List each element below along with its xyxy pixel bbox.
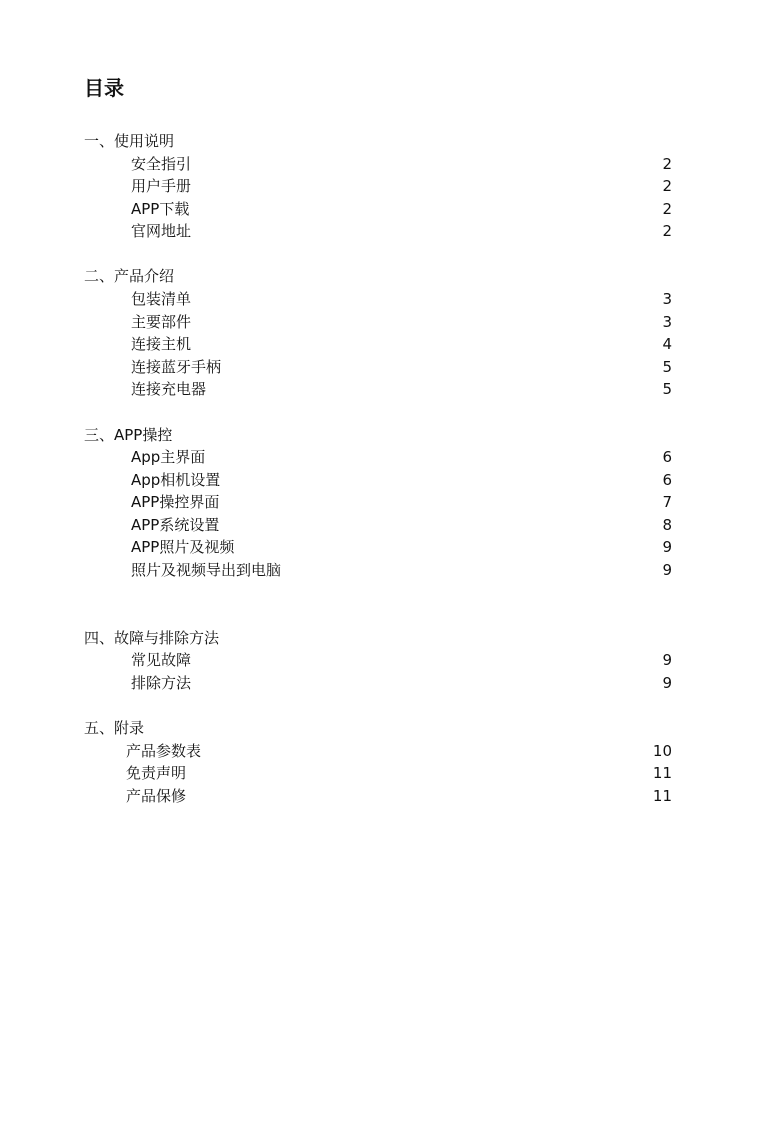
toc-entry-label: 官网地址	[131, 222, 192, 240]
toc-entry-label: 连接蓝牙手柄	[131, 358, 222, 376]
toc-entry-label: App相机设置	[131, 471, 221, 489]
toc-entry[interactable]	[0, 153, 772, 175]
toc-entry-label: APP下载	[131, 200, 190, 218]
toc-entry-page: 4	[662, 335, 672, 353]
toc-entry-page: 9	[662, 651, 672, 669]
toc-entry[interactable]	[0, 785, 772, 807]
toc-entry-page: 3	[662, 290, 672, 308]
toc-entry-page: 5	[662, 380, 672, 398]
toc-entry[interactable]	[0, 469, 772, 491]
toc-entry[interactable]	[0, 536, 772, 558]
toc-entry-label: 排除方法	[131, 674, 192, 692]
toc-entry-page: 3	[662, 313, 672, 331]
toc-entry-label: App主界面	[131, 448, 206, 466]
toc-entry-label: 产品保修	[126, 787, 187, 805]
section-heading-appendix: 五、附录	[84, 719, 145, 737]
toc-entry-page: 6	[662, 448, 672, 466]
section-heading-usage: 一、使用说明	[84, 132, 175, 150]
toc-entry[interactable]	[0, 514, 772, 536]
toc-entry[interactable]	[0, 378, 772, 400]
toc-entry-label: 包装清单	[131, 290, 192, 308]
toc-entry-label: 照片及视频导出到电脑	[131, 561, 282, 579]
toc-entry-label: APP照片及视频	[131, 538, 235, 556]
toc-entry-label: 用户手册	[131, 177, 192, 195]
toc-entry-page: 9	[662, 538, 672, 556]
section-heading-troubleshooting: 四、故障与排除方法	[84, 629, 220, 647]
toc-title: 目录	[84, 76, 124, 100]
toc-entry-page: 11	[652, 764, 672, 782]
toc-entry-page: 5	[662, 358, 672, 376]
toc-entry[interactable]	[0, 672, 772, 694]
toc-entry[interactable]	[0, 740, 772, 762]
toc-entry[interactable]	[0, 649, 772, 671]
toc-entry[interactable]	[0, 491, 772, 513]
toc-entry-page: 10	[652, 742, 672, 760]
section-heading-app: 三、APP操控	[84, 426, 173, 444]
toc-entry-label: 安全指引	[131, 155, 192, 173]
toc-entry[interactable]	[0, 446, 772, 468]
toc-entry-page: 8	[662, 516, 672, 534]
toc-entry[interactable]	[0, 333, 772, 355]
toc-entry-label: APP操控界面	[131, 493, 220, 511]
toc-entry-page: 2	[662, 222, 672, 240]
toc-entry-page: 9	[662, 561, 672, 579]
toc-entry-label: 常见故障	[131, 651, 192, 669]
toc-entry-page: 2	[662, 155, 672, 173]
toc-entry-label: 产品参数表	[126, 742, 202, 760]
toc-entry[interactable]	[0, 311, 772, 333]
toc-entry-page: 2	[662, 177, 672, 195]
toc-entry[interactable]	[0, 175, 772, 197]
toc-entry-page: 9	[662, 674, 672, 692]
toc-entry-page: 7	[662, 493, 672, 511]
toc-entry-label: 主要部件	[131, 313, 192, 331]
toc-entry[interactable]	[0, 356, 772, 378]
toc-entry[interactable]	[0, 288, 772, 310]
toc-entry-page: 11	[652, 787, 672, 805]
toc-entry-label: 免责声明	[126, 764, 187, 782]
toc-entry[interactable]	[0, 559, 772, 581]
toc-entry[interactable]	[0, 220, 772, 242]
section-heading-product: 二、产品介绍	[84, 267, 175, 285]
toc-entry-page: 6	[662, 471, 672, 489]
toc-entry[interactable]	[0, 198, 772, 220]
toc-entry-label: APP系统设置	[131, 516, 220, 534]
toc-entry[interactable]	[0, 762, 772, 784]
toc-entry-label: 连接充电器	[131, 380, 207, 398]
toc-entry-label: 连接主机	[131, 335, 192, 353]
toc-entry-page: 2	[662, 200, 672, 218]
